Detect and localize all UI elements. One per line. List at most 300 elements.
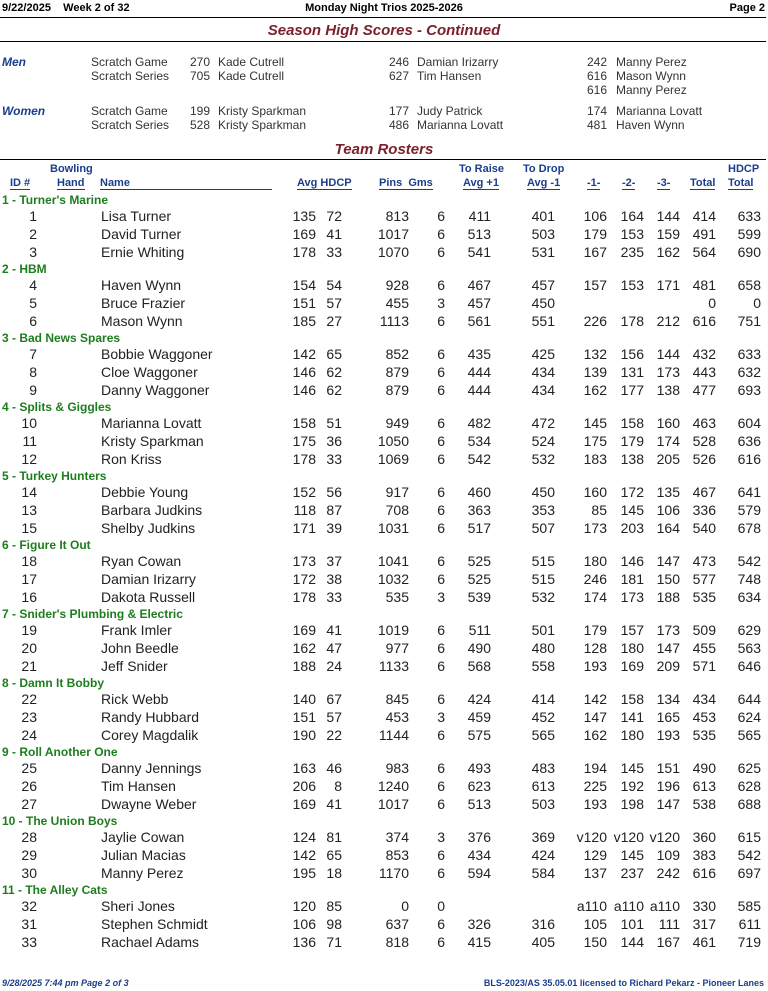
player-name: David Turner xyxy=(101,226,182,242)
col-avg-hdcp: Avg HDCP xyxy=(297,177,352,189)
high-score-bowler: Kade Cutrell xyxy=(218,55,285,69)
to-raise: 542 xyxy=(467,451,491,467)
games: 6 xyxy=(437,865,445,881)
games: 6 xyxy=(437,658,445,674)
game-1: 183 xyxy=(583,451,607,467)
game-1: 162 xyxy=(583,727,607,743)
games: 6 xyxy=(437,553,445,569)
average: 146 xyxy=(292,382,316,398)
to-raise: 376 xyxy=(467,829,491,845)
handicap: 71 xyxy=(326,934,342,950)
col-hdcp: HDCP xyxy=(728,163,760,175)
series-total: 491 xyxy=(692,226,716,242)
player-name: Dakota Russell xyxy=(101,589,196,605)
hdcp-total: 634 xyxy=(737,589,761,605)
handicap: 65 xyxy=(326,346,342,362)
games: 0 xyxy=(437,898,445,914)
player-name: Dwayne Weber xyxy=(101,796,197,812)
pins: 0 xyxy=(401,898,409,914)
to-drop: 424 xyxy=(531,847,555,863)
handicap: 33 xyxy=(326,589,342,605)
series-total: 616 xyxy=(692,865,716,881)
hdcp-total: 632 xyxy=(737,364,761,380)
hdcp-total: 628 xyxy=(737,778,761,794)
pins: 879 xyxy=(385,364,409,380)
page-number: Page 2 xyxy=(729,2,765,14)
game-2: 145 xyxy=(620,847,644,863)
team-name: 10 - The Union Boys xyxy=(2,814,118,828)
average: 169 xyxy=(292,226,316,242)
table-row xyxy=(0,364,768,382)
player-name: Sheri Jones xyxy=(101,898,175,914)
game-3: 159 xyxy=(656,226,680,242)
table-row xyxy=(0,898,768,916)
series-total: 432 xyxy=(692,346,716,362)
game-1: 137 xyxy=(583,865,607,881)
to-raise: 513 xyxy=(467,796,491,812)
to-raise: 490 xyxy=(467,640,491,656)
hdcp-total: 585 xyxy=(737,898,761,914)
table-row xyxy=(0,691,768,709)
games: 3 xyxy=(437,589,445,605)
game-1: v120 xyxy=(576,829,607,845)
table-row xyxy=(0,589,768,607)
high-score-bowler: Kristy Sparkman xyxy=(218,118,307,132)
average: 175 xyxy=(292,433,316,449)
high-score-bowler: Marianna Lovatt xyxy=(417,118,504,132)
player-name: Mason Wynn xyxy=(101,313,183,329)
hdcp-total: 563 xyxy=(737,640,761,656)
games: 6 xyxy=(437,571,445,587)
game-1: 175 xyxy=(583,433,607,449)
games: 6 xyxy=(437,778,445,794)
to-raise: 444 xyxy=(467,382,491,398)
average: 178 xyxy=(292,589,316,605)
table-row xyxy=(0,934,768,952)
pins: 374 xyxy=(385,829,409,845)
player-id: 29 xyxy=(21,847,37,863)
hdcp-total: 542 xyxy=(737,553,761,569)
pins: 1069 xyxy=(377,451,409,467)
game-2: 146 xyxy=(620,553,644,569)
to-raise: 457 xyxy=(467,295,491,311)
to-drop: 483 xyxy=(531,760,555,776)
games: 6 xyxy=(437,382,445,398)
pins: 983 xyxy=(385,760,409,776)
games: 6 xyxy=(437,244,445,260)
pins: 1017 xyxy=(377,796,409,812)
player-name: Shelby Judkins xyxy=(101,520,196,536)
pins: 1070 xyxy=(377,244,409,260)
game-1: 132 xyxy=(583,346,607,362)
player-name: Bruce Frazier xyxy=(101,295,186,311)
player-name: Marianna Lovatt xyxy=(101,415,202,431)
pins: 708 xyxy=(385,502,409,518)
to-drop: 531 xyxy=(531,244,555,260)
to-drop: 316 xyxy=(531,916,555,932)
to-drop: 532 xyxy=(531,451,555,467)
game-2: 101 xyxy=(620,916,644,932)
games: 6 xyxy=(437,520,445,536)
pins: 1041 xyxy=(377,553,409,569)
table-row xyxy=(0,865,768,883)
pins: 1019 xyxy=(377,622,409,638)
series-total: 443 xyxy=(692,364,716,380)
game-2: 235 xyxy=(620,244,644,260)
to-raise: 459 xyxy=(467,709,491,725)
to-drop: 414 xyxy=(531,691,555,707)
to-raise: 435 xyxy=(467,346,491,362)
to-raise: 525 xyxy=(467,553,491,569)
series-total: 463 xyxy=(692,415,716,431)
games: 3 xyxy=(437,295,445,311)
score-category: Scratch Game xyxy=(91,55,168,69)
game-3: 160 xyxy=(656,415,680,431)
player-id: 32 xyxy=(21,898,37,914)
average: 185 xyxy=(292,313,316,329)
player-id: 28 xyxy=(21,829,37,845)
to-drop: 515 xyxy=(531,553,555,569)
table-row xyxy=(0,226,768,244)
high-score-bowler: Manny Perez xyxy=(616,83,687,97)
game-1: 174 xyxy=(583,589,607,605)
hdcp-total: 542 xyxy=(737,847,761,863)
series-total: 477 xyxy=(692,382,716,398)
to-drop: 425 xyxy=(531,346,555,362)
player-name: Haven Wynn xyxy=(101,277,182,293)
high-score-value: 705 xyxy=(189,69,210,83)
handicap: 57 xyxy=(326,295,342,311)
average: 188 xyxy=(292,658,316,674)
player-id: 9 xyxy=(29,382,37,398)
high-score-value: 616 xyxy=(586,69,607,83)
game-3: 135 xyxy=(656,484,680,500)
game-2: 145 xyxy=(620,502,644,518)
hdcp-total: 748 xyxy=(737,571,761,587)
game-3: 109 xyxy=(656,847,680,863)
col-hand: Hand xyxy=(57,177,85,189)
pins: 1113 xyxy=(379,313,409,329)
handicap: 41 xyxy=(326,796,342,812)
game-2: 173 xyxy=(620,589,644,605)
series-total: 564 xyxy=(692,244,716,260)
game-1: 142 xyxy=(583,691,607,707)
average: 120 xyxy=(292,898,316,914)
table-row xyxy=(0,520,768,538)
pins: 845 xyxy=(385,691,409,707)
average: 195 xyxy=(292,865,316,881)
high-score-value: 528 xyxy=(189,118,210,132)
player-name: John Beedle xyxy=(101,640,179,656)
player-id: 10 xyxy=(21,415,37,431)
player-id: 22 xyxy=(21,691,37,707)
game-1: 179 xyxy=(583,622,607,638)
player-name: Damian Irizarry xyxy=(101,571,196,587)
rosters-title: Team Rosters xyxy=(334,141,434,158)
game-3: a110 xyxy=(649,898,680,914)
average: 106 xyxy=(292,916,316,932)
game-1: 162 xyxy=(583,382,607,398)
series-total: 0 xyxy=(708,295,716,311)
pins: 455 xyxy=(385,295,409,311)
player-id: 5 xyxy=(29,295,37,311)
game-1: 180 xyxy=(583,553,607,569)
hdcp-total: 646 xyxy=(737,658,761,674)
game-1: 105 xyxy=(583,916,607,932)
table-row xyxy=(0,295,768,313)
game-3: 147 xyxy=(656,796,680,812)
to-drop: 405 xyxy=(531,934,555,950)
series-total: 490 xyxy=(692,760,716,776)
average: 162 xyxy=(292,640,316,656)
player-id: 18 xyxy=(21,553,37,569)
series-total: 461 xyxy=(692,934,716,950)
game-3: 138 xyxy=(656,382,680,398)
to-raise: 411 xyxy=(468,208,491,224)
to-raise: 513 xyxy=(467,226,491,242)
to-raise: 482 xyxy=(467,415,491,431)
game-3: 164 xyxy=(656,520,680,536)
hdcp-total: 0 xyxy=(753,295,761,311)
game-1: 145 xyxy=(583,415,607,431)
game-1: 139 xyxy=(583,364,607,380)
to-raise: 363 xyxy=(467,502,491,518)
pins: 1144 xyxy=(378,727,409,743)
table-row xyxy=(0,622,768,640)
player-name: Julian Macias xyxy=(101,847,186,863)
player-name: Ron Kriss xyxy=(101,451,162,467)
games: 6 xyxy=(437,484,445,500)
table-row xyxy=(0,484,768,502)
handicap: 65 xyxy=(326,847,342,863)
game-1: 225 xyxy=(583,778,607,794)
player-id: 15 xyxy=(21,520,37,536)
game-3: 151 xyxy=(656,760,680,776)
average: 206 xyxy=(292,778,316,794)
high-score-bowler: Manny Perez xyxy=(616,55,687,69)
high-score-value: 242 xyxy=(586,55,607,69)
game-1: 85 xyxy=(591,502,607,518)
games: 6 xyxy=(437,622,445,638)
to-raise: 415 xyxy=(467,934,491,950)
game-2: 237 xyxy=(620,865,644,881)
hdcp-total: 565 xyxy=(737,727,761,743)
handicap: 39 xyxy=(326,520,342,536)
pins: 917 xyxy=(385,484,409,500)
high-score-value: 270 xyxy=(189,55,210,69)
series-total: 526 xyxy=(692,451,716,467)
table-row xyxy=(0,760,768,778)
game-3: 111 xyxy=(658,916,680,932)
to-drop: 434 xyxy=(531,382,555,398)
games: 3 xyxy=(437,709,445,725)
game-2: 192 xyxy=(620,778,644,794)
average: 154 xyxy=(292,277,316,293)
high-score-bowler: Marianna Lovatt xyxy=(616,104,703,118)
game-3: 171 xyxy=(656,277,680,293)
game-1: 150 xyxy=(583,934,607,950)
series-total: 528 xyxy=(692,433,716,449)
game-3: 147 xyxy=(656,640,680,656)
series-total: 330 xyxy=(692,898,716,914)
player-id: 25 xyxy=(21,760,37,776)
hdcp-total: 611 xyxy=(738,916,761,932)
game-1: 167 xyxy=(583,244,607,260)
player-name: Stephen Schmidt xyxy=(101,916,208,932)
to-raise: 594 xyxy=(467,865,491,881)
hdcp-total: 579 xyxy=(737,502,761,518)
series-total: 509 xyxy=(692,622,716,638)
col-game-2: -2- xyxy=(622,177,636,189)
game-2: 145 xyxy=(620,760,644,776)
pins: 535 xyxy=(385,589,409,605)
to-drop: 503 xyxy=(531,796,555,812)
game-2: 180 xyxy=(620,640,644,656)
hdcp-total: 633 xyxy=(737,208,761,224)
game-3: 167 xyxy=(656,934,680,950)
col-bowling: Bowling xyxy=(50,163,93,175)
to-drop: 472 xyxy=(531,415,555,431)
high-scores-rule xyxy=(0,41,766,42)
handicap: 37 xyxy=(326,553,342,569)
games: 6 xyxy=(437,847,445,863)
game-3: 188 xyxy=(656,589,680,605)
game-1: 193 xyxy=(583,796,607,812)
table-row xyxy=(0,796,768,814)
average: 124 xyxy=(292,829,316,845)
player-id: 13 xyxy=(21,502,37,518)
game-3: 147 xyxy=(656,553,680,569)
game-2: 198 xyxy=(620,796,644,812)
hdcp-total: 625 xyxy=(737,760,761,776)
table-row xyxy=(0,244,768,262)
games: 6 xyxy=(437,208,445,224)
high-score-bowler: Damian Irizarry xyxy=(417,55,499,69)
handicap: 51 xyxy=(326,415,342,431)
player-name: Cloe Waggoner xyxy=(101,364,198,380)
average: 135 xyxy=(292,208,316,224)
table-row xyxy=(0,313,768,331)
table-row xyxy=(0,709,768,727)
hdcp-total: 719 xyxy=(737,934,761,950)
game-3: 106 xyxy=(656,502,680,518)
pins: 879 xyxy=(385,382,409,398)
games: 6 xyxy=(437,313,445,329)
handicap: 57 xyxy=(326,709,342,725)
games: 6 xyxy=(437,433,445,449)
high-score-value: 174 xyxy=(586,104,607,118)
hdcp-total: 688 xyxy=(737,796,761,812)
pins: 1050 xyxy=(377,433,409,449)
col-hdcp-total: Total xyxy=(728,177,754,189)
series-total: 577 xyxy=(692,571,716,587)
table-row xyxy=(0,727,768,745)
team-name: 11 - The Alley Cats xyxy=(2,883,108,897)
to-raise: 561 xyxy=(467,313,491,329)
gender-label: Men xyxy=(2,55,26,69)
player-id: 7 xyxy=(29,346,37,362)
games: 6 xyxy=(437,727,445,743)
high-score-value: 177 xyxy=(388,104,409,118)
player-name: Frank Imler xyxy=(101,622,172,638)
game-1: 106 xyxy=(583,208,607,224)
player-name: Debbie Young xyxy=(101,484,189,500)
game-2: 153 xyxy=(620,226,644,242)
player-name: Ernie Whiting xyxy=(101,244,185,260)
table-row xyxy=(0,451,768,469)
player-name: Danny Waggoner xyxy=(101,382,210,398)
game-3: 173 xyxy=(656,622,680,638)
game-3: 150 xyxy=(656,571,680,587)
hdcp-total: 690 xyxy=(737,244,761,260)
game-3: 193 xyxy=(656,727,680,743)
game-2: a110 xyxy=(613,898,644,914)
games: 3 xyxy=(437,829,445,845)
game-2: 138 xyxy=(620,451,644,467)
game-2: 177 xyxy=(620,382,644,398)
game-2: 181 xyxy=(620,571,644,587)
game-1: 194 xyxy=(583,760,607,776)
high-score-bowler: Kristy Sparkman xyxy=(218,104,307,118)
game-3: 173 xyxy=(656,364,680,380)
game-3: 196 xyxy=(656,778,680,794)
to-drop: 353 xyxy=(531,502,555,518)
to-raise: 444 xyxy=(467,364,491,380)
player-name: Jaylie Cowan xyxy=(101,829,185,845)
player-id: 1 xyxy=(29,208,37,224)
col-avg-minus: Avg -1 xyxy=(527,177,561,189)
score-category: Scratch Game xyxy=(91,104,168,118)
handicap: 38 xyxy=(326,571,342,587)
high-score-bowler: Mason Wynn xyxy=(616,69,686,83)
average: 178 xyxy=(292,451,316,467)
gender-label: Women xyxy=(2,104,46,118)
player-name: Danny Jennings xyxy=(101,760,202,776)
pins: 853 xyxy=(385,847,409,863)
to-drop: 515 xyxy=(531,571,555,587)
hdcp-total: 658 xyxy=(737,277,761,293)
to-raise: 424 xyxy=(467,691,491,707)
player-name: Corey Magdalik xyxy=(101,727,199,743)
average: 140 xyxy=(292,691,316,707)
hdcp-total: 624 xyxy=(737,709,761,725)
game-2: 178 xyxy=(620,313,644,329)
table-row xyxy=(0,208,768,226)
player-id: 4 xyxy=(29,277,37,293)
to-raise: 467 xyxy=(467,277,491,293)
pins: 977 xyxy=(385,640,409,656)
game-2: 153 xyxy=(620,277,644,293)
handicap: 41 xyxy=(326,226,342,242)
average: 173 xyxy=(292,553,316,569)
player-id: 14 xyxy=(21,484,37,500)
date-week: 9/22/2025 Week 2 of 32 xyxy=(2,2,130,14)
player-id: 23 xyxy=(21,709,37,725)
table-row xyxy=(0,433,768,451)
high-score-value: 199 xyxy=(189,104,210,118)
high-score-bowler: Kade Cutrell xyxy=(218,69,285,83)
player-id: 19 xyxy=(21,622,37,638)
player-name: Randy Hubbard xyxy=(101,709,200,725)
team-name: 8 - Damn It Bobby xyxy=(2,676,105,690)
handicap: 33 xyxy=(326,244,342,260)
player-id: 3 xyxy=(29,244,37,260)
player-id: 6 xyxy=(29,313,37,329)
col-to-drop: To Drop xyxy=(523,163,565,175)
team-name: 1 - Turner's Marine xyxy=(2,193,108,207)
table-row xyxy=(0,553,768,571)
handicap: 18 xyxy=(326,865,342,881)
